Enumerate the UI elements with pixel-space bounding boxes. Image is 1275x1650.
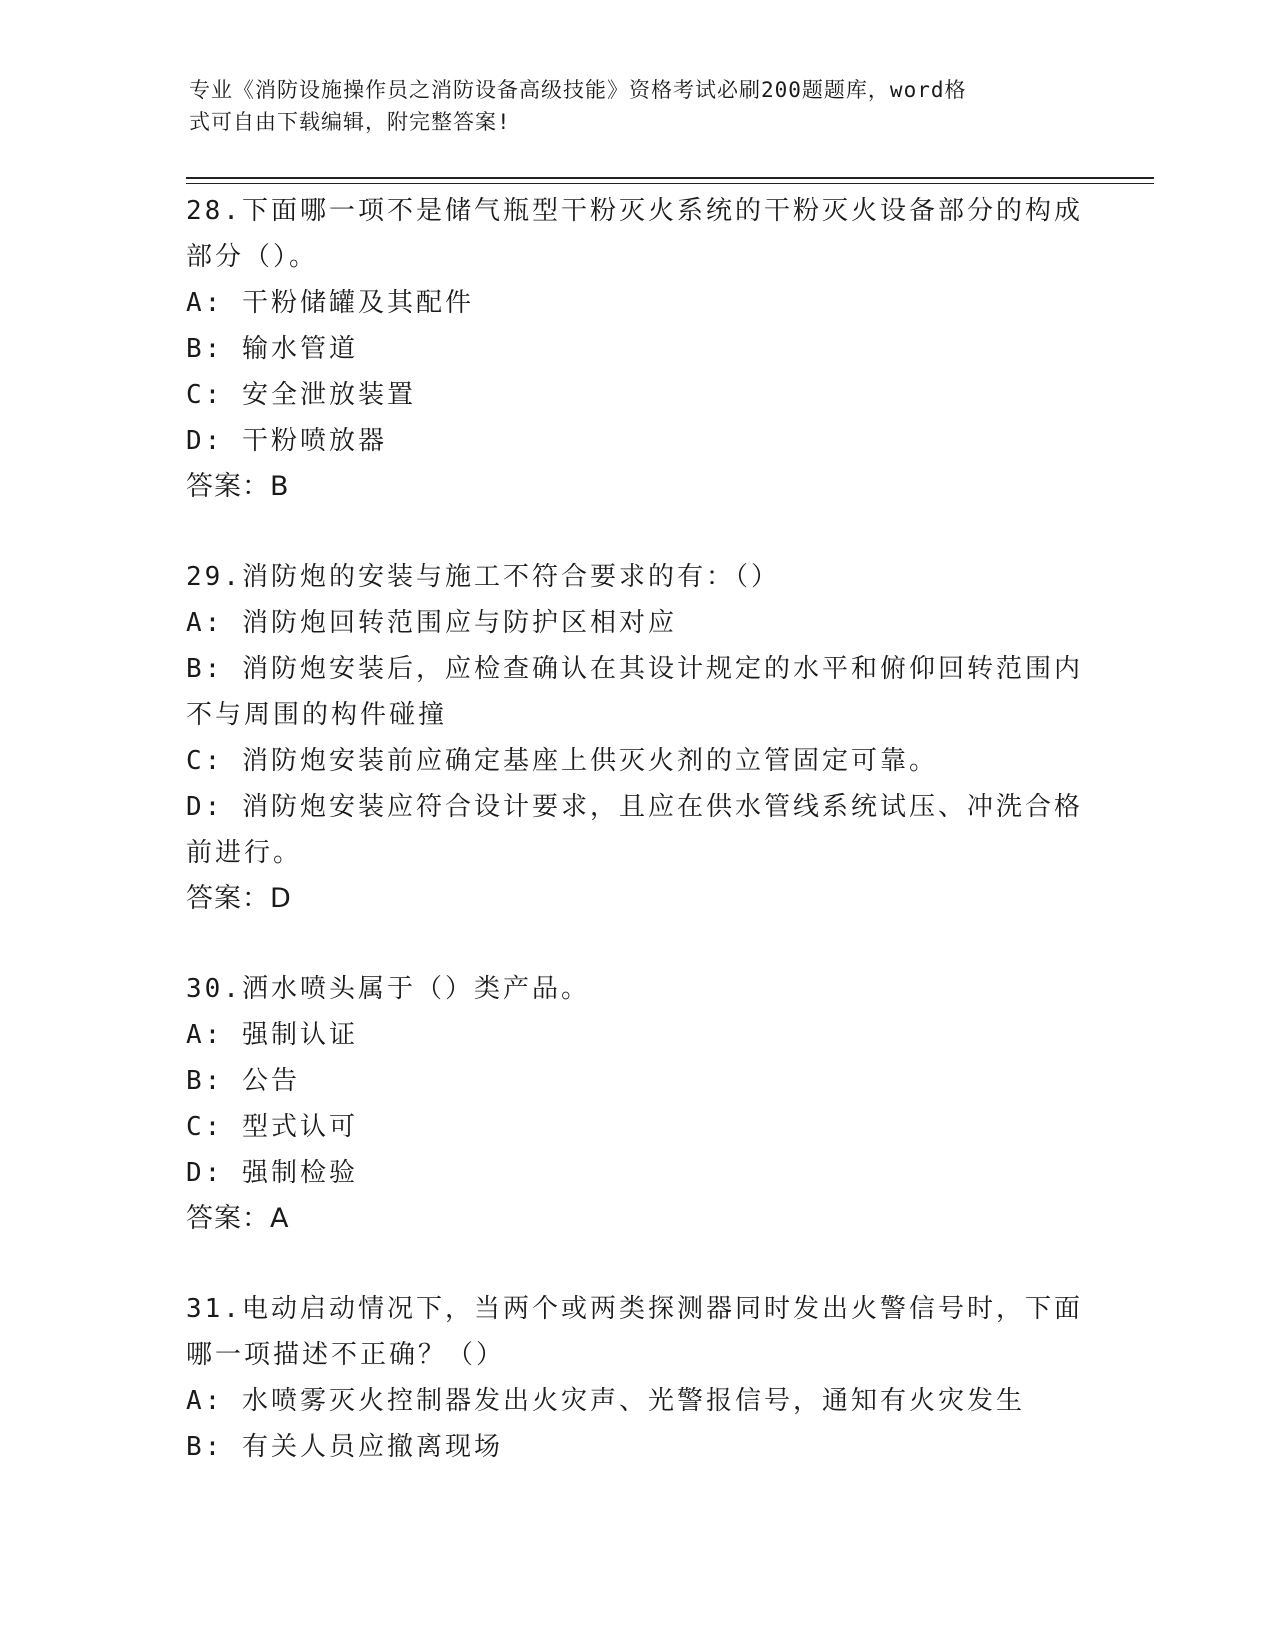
option-a: A: 消防炮回转范围应与防护区相对应 bbox=[186, 608, 677, 638]
question-block bbox=[186, 1286, 1086, 1470]
option-b: 不与周围的构件碰撞 bbox=[186, 700, 448, 730]
question-stem: 哪一项描述不正确？（） bbox=[186, 1340, 506, 1370]
answer-line: 答案：B bbox=[186, 471, 290, 502]
option-d: D: 消防炮安装应符合设计要求，且应在供水管线系统试压、冲洗合格 bbox=[186, 792, 1083, 822]
option-b: B: 有关人员应撤离现场 bbox=[186, 1432, 503, 1462]
question-stem: 31.电动启动情况下，当两个或两类探测器同时发出火警信号时，下面 bbox=[186, 1294, 1083, 1324]
option-a: A: 水喷雾灭火控制器发出火灾声、光警报信号，通知有火灾发生 bbox=[186, 1386, 1025, 1416]
question-stem: 28.下面哪一项不是储气瓶型干粉灭火系统的干粉灭火设备部分的构成 bbox=[186, 196, 1083, 226]
question-stem: 30.洒水喷头属于（）类产品。 bbox=[186, 974, 590, 1004]
option-b: B: 消防炮安装后，应检查确认在其设计规定的水平和俯仰回转范围内 bbox=[186, 654, 1083, 684]
option-d: D: 强制检验 bbox=[186, 1158, 358, 1188]
answer-line: 答案：D bbox=[186, 883, 292, 914]
page-header bbox=[189, 74, 1069, 138]
header-rule-thin bbox=[186, 183, 1154, 184]
option-b: B: 输水管道 bbox=[186, 334, 358, 364]
option-d: D: 干粉喷放器 bbox=[186, 426, 387, 456]
header-rule-thick bbox=[186, 177, 1154, 179]
question-block bbox=[186, 554, 1086, 922]
option-c: C: 消防炮安装前应确定基座上供灭火剂的立管固定可靠。 bbox=[186, 746, 938, 776]
option-a: A: 强制认证 bbox=[186, 1020, 358, 1050]
question-block bbox=[186, 188, 1086, 510]
question-list bbox=[186, 188, 1086, 1514]
option-c: C: 安全泄放装置 bbox=[186, 380, 416, 410]
option-b: B: 公告 bbox=[186, 1066, 300, 1096]
question-stem: 部分（）。 bbox=[186, 242, 319, 272]
option-d: 前进行。 bbox=[186, 838, 303, 868]
header-line-2: 式可自由下载编辑，附完整答案! bbox=[189, 110, 511, 134]
answer-line: 答案：A bbox=[186, 1203, 290, 1234]
option-a: A: 干粉储罐及其配件 bbox=[186, 288, 474, 318]
question-stem: 29.消防炮的安装与施工不符合要求的有：（） bbox=[186, 562, 780, 592]
header-line-1: 专业《消防设施操作员之消防设备高级技能》资格考试必刷200题题库，word格 bbox=[189, 78, 967, 102]
question-block bbox=[186, 966, 1086, 1242]
option-c: C: 型式认可 bbox=[186, 1112, 358, 1142]
